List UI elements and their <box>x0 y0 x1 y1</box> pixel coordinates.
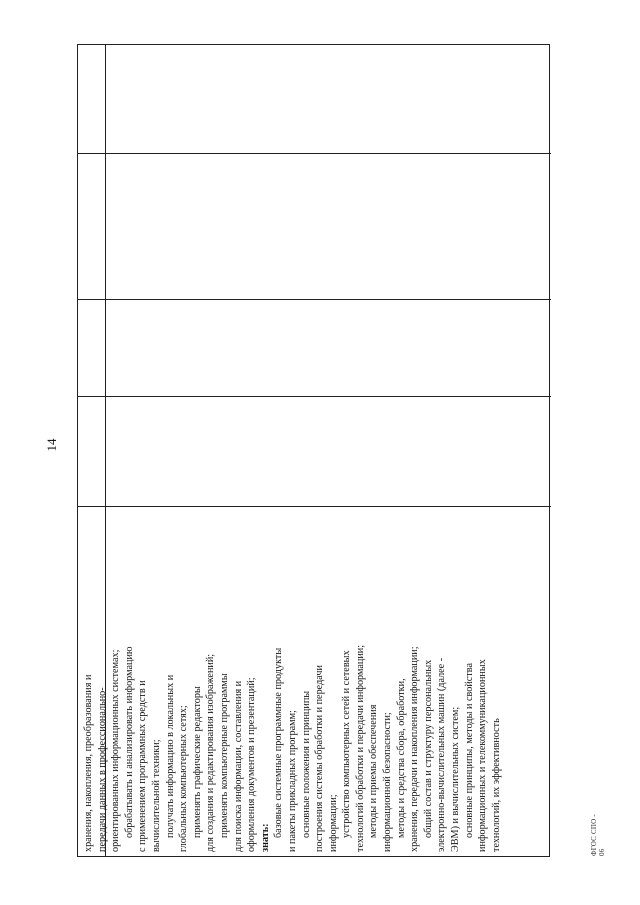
text-line: знать: <box>259 823 271 852</box>
text-line: хранения, передачи и накопления информации; <box>409 646 421 852</box>
text-line: получать информацию в локальных и <box>164 674 176 838</box>
table-cell-content <box>77 505 550 857</box>
text-line: и пакеты прикладных программ; <box>286 710 298 852</box>
table-row-divider <box>78 396 551 397</box>
text-line: применять компьютерные программы <box>218 673 230 838</box>
text-line: методы и средства сбора, обработки, <box>395 678 407 838</box>
cell-text-block <box>82 507 503 852</box>
text-line: вычислительной техники; <box>150 739 162 852</box>
text-line: информационных и телекоммуникационных <box>477 659 489 852</box>
text-line: для поиска информации, составления и <box>232 680 244 852</box>
text-line: применять графические редакторы <box>191 686 203 838</box>
document-code: ФГОС СПО - 06 <box>590 814 606 856</box>
text-line: оформления документов и презентаций; <box>246 677 258 852</box>
text-line: основные принципы, методы и свойства <box>463 663 475 838</box>
text-line: хранения, накопления, преобразования и <box>83 674 94 852</box>
text-line: передачи данных в профессионально- <box>96 687 108 852</box>
text-line: устройство компьютерных сетей и сетевых <box>341 650 353 838</box>
text-line: глобальных компьютерных сетях; <box>178 705 190 852</box>
text-line: ЭВМ) и вычислительных систем; <box>450 706 462 852</box>
text-line: информации; <box>327 794 339 852</box>
text-line: построения системы обработки и передачи <box>314 665 326 852</box>
text-line: технологий обработки и передачи информации; <box>354 644 366 852</box>
text-line: обрабатывать и анализировать информацию <box>123 646 135 838</box>
text-line: технологий, их эффективность <box>490 718 502 852</box>
table-row-divider <box>78 153 551 154</box>
table-row-divider <box>78 299 551 300</box>
text-line: электронно-вычислительных машин (далее - <box>436 657 448 852</box>
text-line: основные положения и принципы <box>300 690 312 838</box>
text-line: ориентированных информационных системах; <box>110 649 122 852</box>
text-line: общий состав и структуру персональных <box>422 659 434 838</box>
text-line: методы и приемы обеспечения <box>368 704 380 838</box>
text-line: информационной безопасности; <box>382 712 394 852</box>
text-line: для создания и редактирования изображений; <box>205 653 217 852</box>
page-number: 14 <box>44 438 59 452</box>
text-line: базовые системные программные продукты <box>273 647 285 838</box>
text-line: с применением программных средств и <box>137 680 149 852</box>
